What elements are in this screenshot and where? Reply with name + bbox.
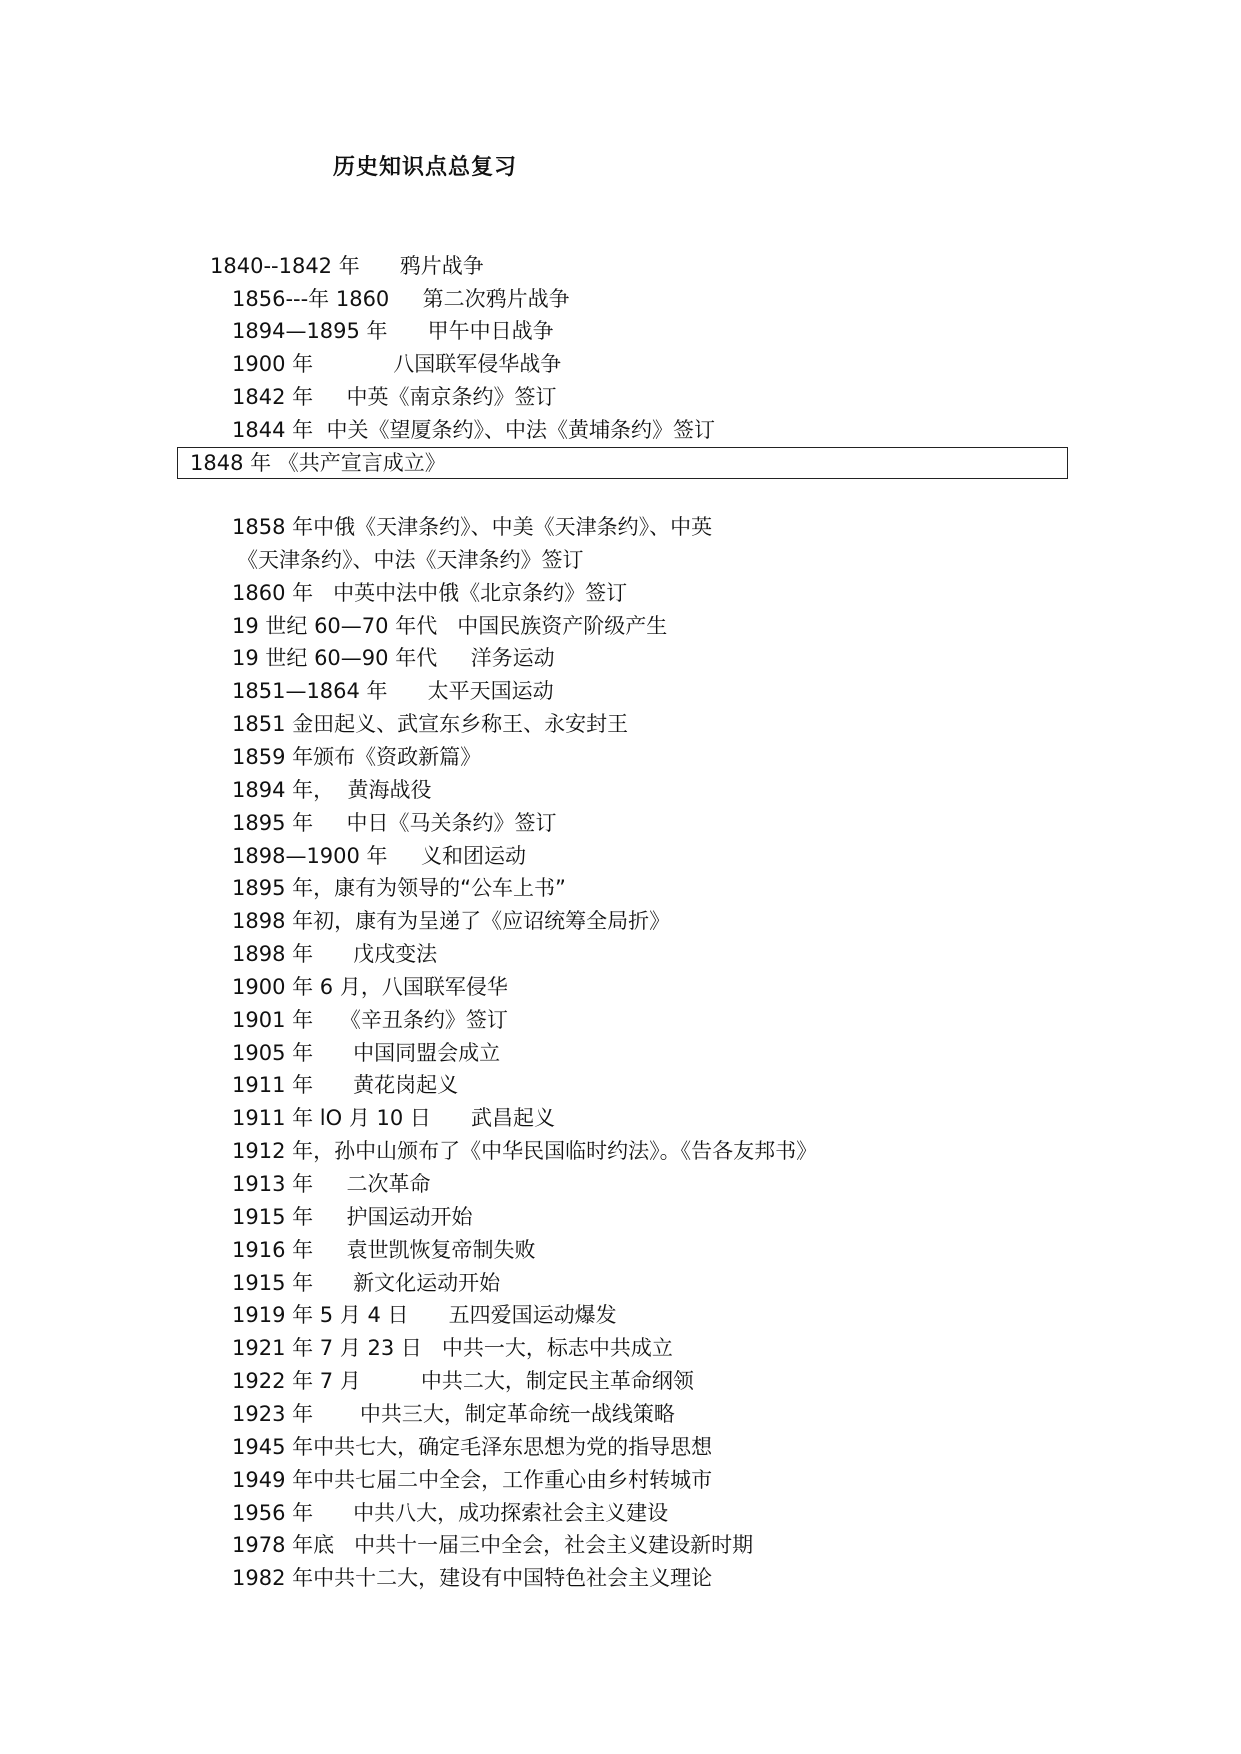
timeline-line: 1915 年 新文化运动开始 bbox=[232, 1270, 501, 1295]
timeline-line: 1895 年，康有为领导的“公车上书” bbox=[232, 876, 566, 901]
timeline-line: 1844 年 中关《望厦条约》、中法《黄埔条约》签订 bbox=[232, 417, 715, 442]
timeline-line: 1911 年 黄花岗起义 bbox=[232, 1073, 459, 1098]
timeline-line: 1851—1864 年 太平天国运动 bbox=[232, 679, 554, 704]
timeline-line: 1913 年 二次革命 bbox=[232, 1172, 431, 1196]
timeline-line: 19 世纪 60—90 年代 洋务运动 bbox=[232, 646, 555, 671]
timeline-line: 1916 年 袁世凯恢复帝制失败 bbox=[232, 1237, 536, 1262]
timeline-line: 1978 年底 中共十一届三中全会，社会主义建设新时期 bbox=[232, 1533, 754, 1558]
timeline-line: 1851 金田起义、武宣东乡称王、永安封王 bbox=[232, 712, 629, 737]
timeline-line: 1911 年 lO 月 10 日 武昌起义 bbox=[232, 1106, 555, 1131]
timeline-line: 1922 年 7 月 中共二大，制定民主革命纲领 bbox=[232, 1369, 694, 1394]
timeline-line: 1900 年 八国联军侵华战争 bbox=[232, 352, 562, 377]
timeline-line: 1856---年 1860 第二次鸦片战争 bbox=[232, 286, 570, 311]
timeline-line: 19 世纪 60—70 年代 中国民族资产阶级产生 bbox=[232, 613, 668, 638]
timeline-line: 1956 年 中共八大，成功探索社会主义建设 bbox=[232, 1500, 669, 1525]
timeline-line: 1915 年 护国运动开始 bbox=[232, 1204, 473, 1229]
timeline-line: 1945 年中共七大，确定毛泽东思想为党的指导思想 bbox=[232, 1434, 713, 1459]
timeline-line: 1859 年颁布《资政新篇》 bbox=[232, 744, 482, 769]
page-title: 历史知识点总复习 bbox=[333, 154, 518, 180]
timeline-line: 1919 年 5 月 4 日 五四爱国运动爆发 bbox=[232, 1303, 617, 1328]
timeline-line: 1842 年 中英《南京条约》签订 bbox=[232, 384, 557, 409]
timeline-line: 1898 年初，康有为呈递了《应诏统筹全局折》 bbox=[232, 909, 671, 934]
timeline-line: 1840--1842 年 鸦片战争 bbox=[210, 254, 484, 278]
boxed-line-frame bbox=[177, 447, 1068, 479]
timeline-line: 1905 年 中国同盟会成立 bbox=[232, 1040, 501, 1065]
timeline-line: 1949 年中共七届二中全会，工作重心由乡村转城市 bbox=[232, 1467, 713, 1492]
timeline-line: 1895 年 中日《马关条约》签订 bbox=[232, 810, 557, 835]
timeline-line: 1901 年 《辛丑条约》签订 bbox=[232, 1007, 508, 1032]
timeline-line: 1860 年 中英中法中俄《北京条约》签订 bbox=[232, 580, 628, 605]
timeline-line: 1858 年中俄《天津条约》、中美《天津条约》、中英 bbox=[232, 515, 713, 539]
boxed-line: 1848 年 《共产宣言成立》 bbox=[190, 451, 446, 475]
timeline-line: 《天津条约》、中法《天津条约》签订 bbox=[237, 547, 584, 572]
timeline-line: 1898—1900 年 义和团运动 bbox=[232, 843, 526, 868]
timeline-line: 1921 年 7 月 23 日 中共一大，标志中共成立 bbox=[232, 1336, 673, 1361]
timeline-line: 1923 年 中共三大，制定革命统一战线策略 bbox=[232, 1401, 675, 1426]
timeline-line: 1894—1895 年 甲午中日战争 bbox=[232, 319, 554, 344]
timeline-line: 1898 年 戊戌变法 bbox=[232, 942, 438, 967]
timeline-line: 1982 年中共十二大，建设有中国特色社会主义理论 bbox=[232, 1566, 713, 1591]
timeline-line: 1894 年， 黄海战役 bbox=[232, 777, 432, 802]
timeline-line: 1912 年，孙中山颁布了《中华民国临时约法》。《告各友邦书》 bbox=[232, 1139, 818, 1164]
timeline-line: 1900 年 6 月，八国联军侵华 bbox=[232, 974, 508, 999]
